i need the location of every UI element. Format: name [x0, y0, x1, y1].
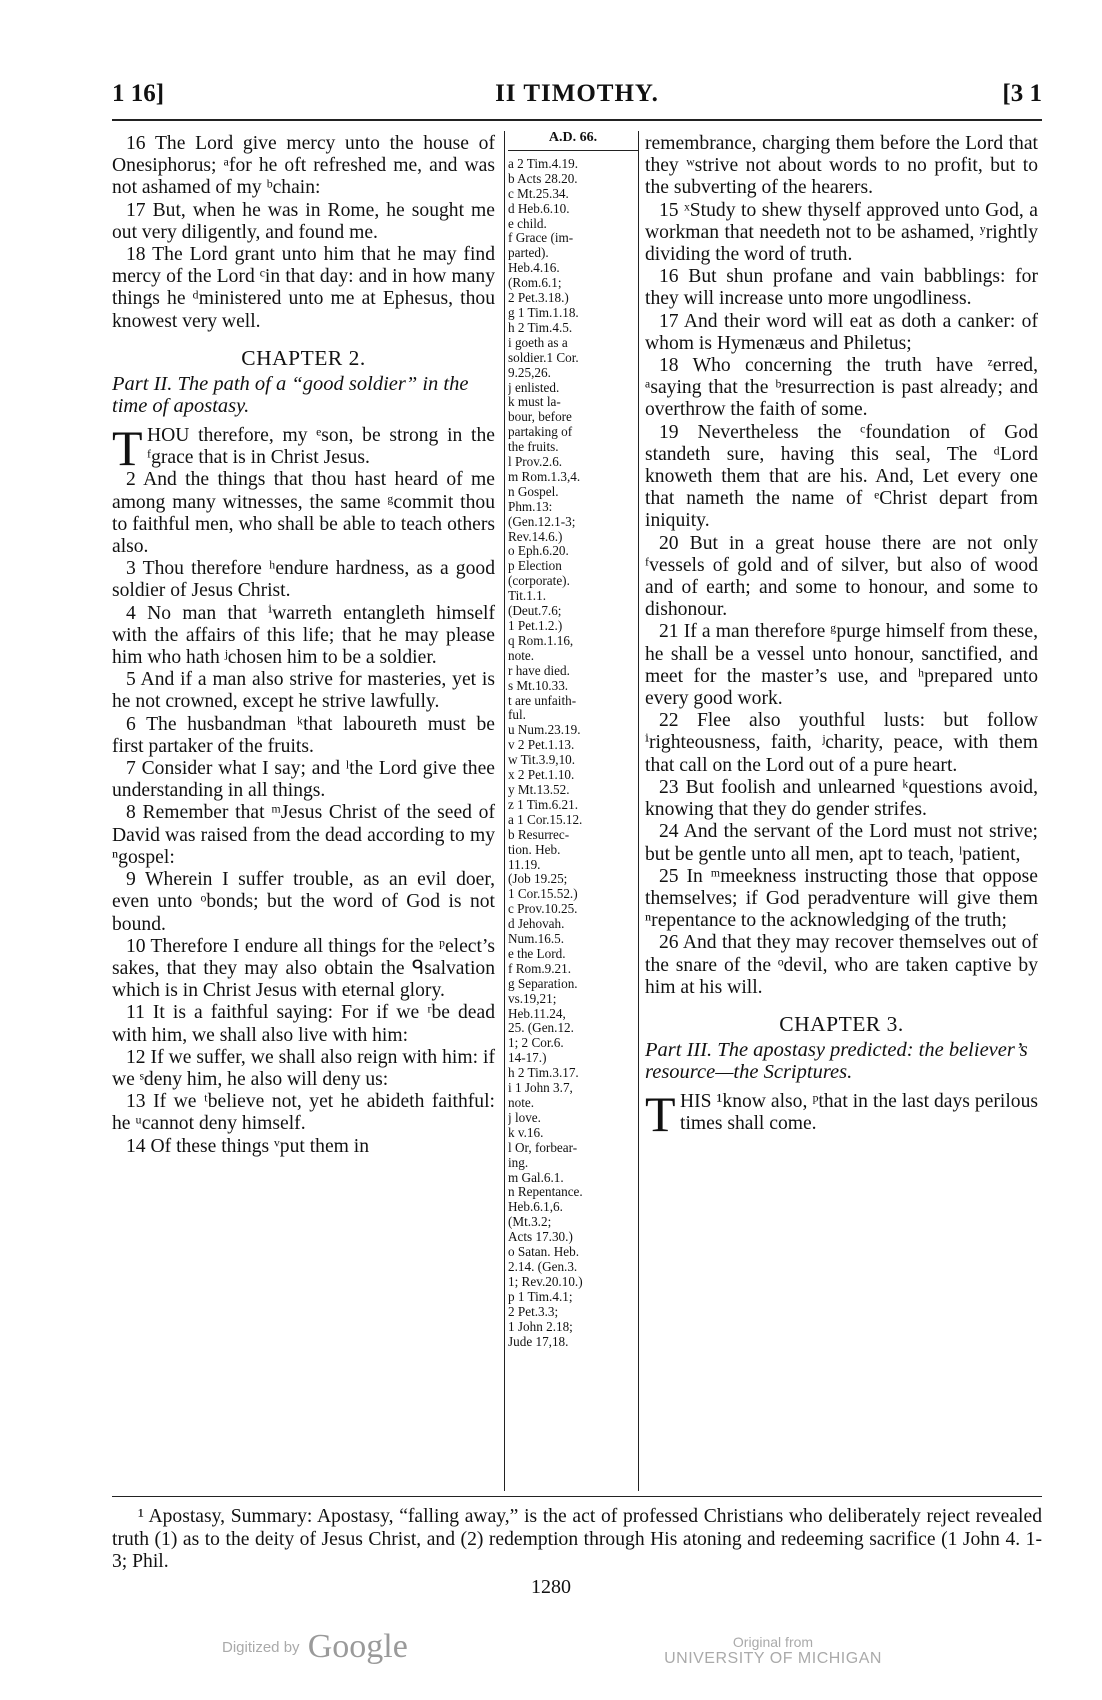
book-title: II TIMOTHY. — [495, 80, 659, 107]
verse: remembrance, charging them before the Lord that they ʷstrive not about words to no profit, but to the subverting of the hearers. — [645, 133, 1038, 199]
cross-reference: Phm.13: — [508, 499, 553, 514]
cross-reference: Acts 17.30.) — [508, 1230, 573, 1245]
header-left-ref: 1 16] — [112, 80, 165, 107]
cross-reference: v 2 Pet.1.13. — [508, 738, 575, 753]
verse: 19 Nevertheless the ᶜfoundation of God standeth sure, having this seal, The ᵈLord knoweth them that are his. And, Let every one that nameth the name of ᵉChrist depart from iniquity. — [645, 421, 1038, 532]
cross-reference: Num.16.5. — [508, 932, 565, 947]
cross-reference: k v.16. — [508, 1125, 544, 1140]
verse: 5 And if a man also strive for masteries, yet is he not crowned, except he strive lawfully. — [112, 669, 495, 713]
cross-reference: 1; Rev.20.10.) — [508, 1274, 583, 1289]
running-header — [112, 80, 1042, 112]
digitized-label: Digitized by — [222, 1639, 300, 1656]
chapter-3-verse-1 — [645, 1086, 1038, 1143]
cross-reference: 1 John 2.18; — [508, 1319, 573, 1334]
header-right-ref: [3 1 — [1002, 80, 1042, 107]
verse: 12 If we suffer, we shall also reign with him: if we ˢdeny him, he also will deny us: — [112, 1046, 495, 1090]
verse: 6 The husbandman ᵏthat laboureth must be first partaker of the fruits. — [112, 713, 495, 757]
verse: 11 It is a faithful saying: For if we ʳbe dead with him, we shall also live with him: — [112, 1002, 495, 1046]
cross-reference: p 1 Tim.4.1; — [508, 1289, 573, 1304]
cross-reference: j love. — [508, 1110, 541, 1125]
cross-reference: 2 Pet.3.18.) — [508, 291, 569, 306]
cross-reference: o Satan. Heb. — [508, 1245, 580, 1260]
cross-reference: m Rom.1.3,4. — [508, 469, 581, 484]
chapter-1-verses — [112, 133, 495, 333]
cross-reference: l Or, forbear- — [508, 1140, 578, 1155]
cross-reference: vs.19,21; — [508, 991, 557, 1006]
cross-reference: u Num.23.19. — [508, 723, 581, 738]
cross-reference: (Job 19.25; — [508, 872, 568, 887]
verse: 2 And the things that thou hast heard of me among many witnesses, the same ᵍcommit thou to faithful men, who shall be able to teach others also. — [112, 469, 495, 558]
cross-reference: w Tit.3.9,10. — [508, 753, 576, 768]
cross-reference: z 1 Tim.6.21. — [508, 797, 578, 812]
cross-reference: q Rom.1.16, — [508, 633, 574, 648]
cross-reference: c Mt.25.34. — [508, 186, 569, 201]
verse-text: HIS ¹know also, ᵖthat in the last days perilous times shall come. — [680, 1091, 1038, 1135]
cross-reference: soldier.1 Cor. — [508, 350, 579, 365]
part-3-heading: Part III. The apostasy predicted: the believer’s resource—the Scriptures. — [645, 1039, 1028, 1084]
drop-cap: T — [645, 1086, 676, 1143]
verse: 20 But in a great house there are not only ᶠvessels of gold and of silver, but also of wood and of earth; and some to honour, and some to dishonour. — [645, 532, 1038, 621]
cross-reference: ing. — [508, 1155, 529, 1170]
cross-reference: i goeth as a — [508, 335, 568, 350]
cross-reference: 9.25,26. — [508, 365, 551, 380]
footnote: ¹ Apostasy, Summary: Apostasy, “falling away,” is the act of professed Christians who deliberately reject revealed truth (1) as to the deity of Jesus Christ, and (2) redemption through His atoning and redeeming sacrifice (1 John 4. 1-3; Phil. — [112, 1506, 1042, 1572]
cross-reference: Rev.14.6.) — [508, 529, 563, 544]
cross-reference: d Heb.6.10. — [508, 201, 570, 216]
cross-reference: 2 Pet.3.3; — [508, 1304, 559, 1319]
verse-text: HOU therefore, my ᵉson, be strong in the ᶠgrace that is in Christ Jesus. — [147, 425, 495, 469]
cross-reference: tion. Heb. — [508, 842, 561, 857]
cross-reference: m Gal.6.1. — [508, 1170, 564, 1185]
cross-reference: n Gospel. — [508, 484, 559, 499]
cross-reference: 1 Pet.1.2.) — [508, 619, 563, 633]
google-logo: Google — [307, 1628, 408, 1665]
drop-cap: T — [112, 420, 143, 477]
verse: 23 But foolish and unlearned ᵏquestions avoid, knowing that they do gender strifes. — [645, 776, 1038, 821]
cross-reference: Heb.11.24, — [508, 1006, 566, 1021]
left-text-column — [112, 133, 495, 1158]
cross-reference: p Election — [508, 559, 562, 574]
verse: 17 And their word will eat as doth a canker: of whom is Hymenæus and Philetus; — [645, 310, 1038, 354]
reference-column — [504, 131, 639, 1491]
verse: 7 Consider what I say; and ˡthe Lord give thee understanding in all things. — [112, 758, 495, 802]
verse: 14 Of these things ᵛput them in — [126, 1135, 370, 1157]
verse: 24 And the servant of the Lord must not strive; but be gentle unto all men, apt to teach, ˡpatient, — [645, 821, 1038, 865]
cross-reference: the fruits. — [508, 440, 559, 455]
chapter-2-verses-continued — [645, 133, 1038, 999]
footnote-rule — [112, 1496, 1042, 1497]
cross-reference: partaking of — [508, 425, 573, 440]
cross-reference: s Mt.10.33. — [508, 678, 569, 693]
cross-reference: (Mt.3.2; — [508, 1215, 552, 1230]
cross-reference: 1; 2 Cor.6. — [508, 1036, 564, 1051]
cross-reference: j enlisted. — [508, 380, 560, 395]
part-2-heading: Part II. The path of a “good soldier” in the time of apostasy. — [112, 373, 469, 418]
cross-reference: a 1 Cor.15.12. — [508, 812, 583, 827]
cross-reference: r have died. — [508, 663, 570, 678]
verse: 18 Who concerning the truth have ᶻerred, ᵃsaying that the ᵇresurrection is past already; and overthrow the faith of some. — [645, 355, 1038, 421]
cross-reference: n Repentance. — [508, 1185, 583, 1200]
verse: 8 Remember that ᵐJesus Christ of the seed of David was raised from the dead according to my ⁿgospel: — [112, 802, 495, 868]
cross-reference: 14-17.) — [508, 1051, 547, 1066]
chapter-2-heading: CHAPTER 2. — [241, 345, 366, 370]
cross-reference: t are unfaith- — [508, 693, 577, 708]
cross-reference: 11.19. — [508, 857, 541, 872]
cross-reference: (Gen.12.1-3; — [508, 514, 576, 529]
cross-reference: Jude 17,18. — [508, 1334, 569, 1349]
cross-reference: f Grace (im- — [508, 231, 574, 246]
cross-reference: (corporate). — [508, 574, 570, 589]
verse: 9 Wherein I suffer trouble, as an evil doer, even unto ᵒbonds; but the word of God is not bound. — [112, 869, 495, 935]
verse: 17 But, when he was in Rome, he sought me out very diligently, and found me. — [112, 199, 495, 243]
verse: 15 ˣStudy to shew thyself approved unto God, a workman that needeth not to be ashamed, ʸrightly dividing the word of truth. — [645, 199, 1038, 266]
digitized-by-watermark — [222, 1628, 408, 1666]
cross-reference: parted). — [508, 246, 549, 261]
cross-reference: Tit.1.1. — [508, 589, 546, 604]
cross-reference: (Deut.7.6; — [508, 604, 562, 619]
original-from-label: Original from — [732, 1634, 814, 1650]
cross-reference: e child. — [508, 216, 547, 231]
cross-reference: e the Lord. — [508, 946, 566, 961]
cross-reference: x 2 Pet.1.10. — [508, 768, 575, 783]
header-rule — [112, 119, 1042, 121]
cross-reference: 25. (Gen.12. — [508, 1021, 574, 1036]
verse: 13 If we ᵗbelieve not, yet he abideth faithful: he ᵘcannot deny himself. — [112, 1091, 495, 1135]
page-number: 1280 — [531, 1576, 571, 1598]
chapter-2-verses — [112, 469, 495, 1157]
cross-reference: (Rom.6.1; — [508, 276, 562, 291]
verse: 25 In ᵐmeekness instructing those that oppose themselves; if God peradventure will give them ⁿrepentance to the acknowledging of the truth; — [645, 865, 1038, 932]
right-text-column — [645, 133, 1038, 1143]
institution-name: UNIVERSITY OF MICHIGAN — [664, 1650, 882, 1667]
cross-reference: y Mt.13.52. — [508, 782, 570, 797]
cross-reference: k must la- — [508, 395, 561, 410]
cross-reference: h 2 Tim.4.5. — [508, 320, 573, 335]
cross-reference: 2.14. (Gen.3. — [508, 1259, 578, 1274]
cross-reference: f Rom.9.21. — [508, 961, 572, 976]
verse: 10 Therefore I endure all things for the ᵖelect’s sakes, that they may also obtain the ᑫsalvation which is in Christ Jesus with eternal glory. — [112, 935, 495, 1002]
cross-reference: note. — [508, 648, 535, 663]
date-header: A.D. 66. — [508, 131, 638, 151]
cross-reference: d Jehovah. — [508, 917, 565, 932]
cross-reference: h 2 Tim.3.17. — [508, 1066, 579, 1081]
cross-reference: g 1 Tim.1.18. — [508, 305, 579, 320]
cross-reference: c Prov.10.25. — [508, 902, 578, 917]
verse: 22 Flee also youthful lusts: but follow ⁱrighteousness, faith, ʲcharity, peace, with them that call on the Lord out of a pure heart. — [645, 710, 1038, 776]
verse: 26 And that they may recover themselves out of the snare of the ᵒdevil, who are taken captive by him at his will. — [645, 932, 1038, 998]
cross-reference: Heb.6.1,6. — [508, 1200, 563, 1215]
cross-reference: ful. — [508, 708, 526, 723]
cross-reference: bour, before — [508, 410, 572, 425]
chapter-3-heading: CHAPTER 3. — [779, 1011, 904, 1036]
verse: 4 No man that ⁱwarreth entangleth himself with the affairs of this life; that he may please him who hath ʲchosen him to be a soldier. — [112, 602, 495, 669]
cross-reference: o Eph.6.20. — [508, 544, 569, 559]
original-from-watermark — [648, 1634, 898, 1668]
reference-list — [508, 157, 638, 1350]
verse: 21 If a man therefore ᵍpurge himself from these, he shall be a vessel unto honour, sanctified, and meet for the master’s use, and ʰprepared unto every good work. — [645, 621, 1038, 710]
verse: 3 Thou therefore ʰendure hardness, as a good soldier of Jesus Christ. — [112, 558, 495, 602]
cross-reference: b Acts 28.20. — [508, 171, 578, 186]
chapter-2-verse-1 — [112, 420, 495, 477]
verse: 18 The Lord grant unto him that he may find mercy of the Lord ᶜin that day: and in how many things he ᵈministered unto me at Ephesus, thou knowest very well. — [112, 244, 495, 332]
verse: 16 The Lord give mercy unto the house of Onesiphorus; ᵃfor he oft refreshed me, and was not ashamed of my ᵇchain: — [112, 133, 495, 199]
cross-reference: b Resurrec- — [508, 827, 570, 842]
verse: 16 But shun profane and vain babblings: for they will increase unto more ungodliness. — [645, 266, 1038, 310]
cross-reference: l Prov.2.6. — [508, 455, 563, 470]
cross-reference: g Separation. — [508, 976, 578, 991]
cross-reference: note. — [508, 1096, 535, 1110]
cross-reference: i 1 John 3.7, — [508, 1081, 573, 1096]
cross-reference: 1 Cor.15.52.) — [508, 887, 578, 902]
cross-reference: Heb.4.16. — [508, 261, 560, 276]
cross-reference: a 2 Tim.4.19. — [508, 156, 578, 171]
